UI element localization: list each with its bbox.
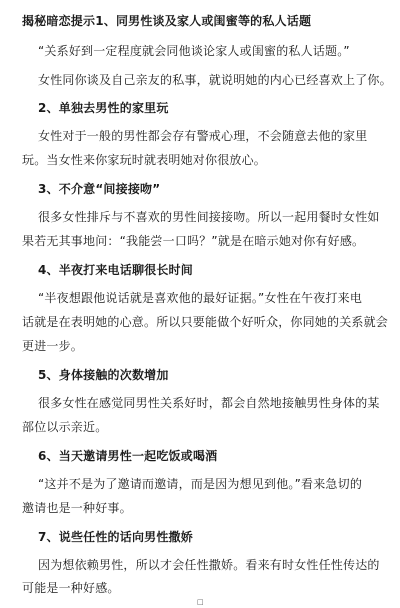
paragraph-line: 很多女性在感觉同男性关系好时，都会自然地接触男性身体的某 [38, 396, 380, 410]
paragraph-line: 邀请也是一种好事。 [22, 501, 132, 515]
section-heading: 4、半夜打来电话聊很长时间 [38, 263, 193, 277]
paragraph-line: “半夜想跟他说话就是喜欢他的最好证据。”女性在午夜打来电 [38, 291, 363, 305]
paragraph-line: 玩。当女性来你家玩时就表明她对你很放心。 [22, 153, 267, 167]
paragraph-line: 女性对于一般的男性都会存有警戒心理，不会随意去他的家里 [38, 129, 368, 143]
paragraph-line: 果若无其事地问：“我能尝一口吗？”就是在暗示她对你有好感。 [22, 234, 365, 248]
section-heading: 6、当天邀请男性一起吃饭或喝酒 [38, 449, 218, 463]
paragraph-line: 因为想依赖男性，所以才会任性撒娇。看来有时女性任性传达的 [38, 558, 380, 572]
paragraph-line: “这并不是为了邀请而邀请，而是因为想见到他。”看来急切的 [38, 477, 363, 491]
page-marker-icon: □ [197, 598, 204, 606]
paragraph-line: 更进一步。 [22, 339, 84, 353]
section-heading: 5、身体接触的次数增加 [38, 368, 169, 382]
paragraph-line: 可能是一种好感。 [22, 581, 120, 595]
section-heading: 3、不介意“间接接吻” [38, 182, 161, 196]
paragraph-line: “关系好到一定程度就会同他谈论家人或闺蜜的私人话题。” [38, 44, 350, 58]
section-heading: 7、说些任性的话向男性撒娇 [38, 530, 193, 544]
paragraph-line: 话就是在表明她的心意。所以只要能做个好听众，你同她的关系就会 [22, 315, 389, 329]
section-heading: 2、单独去男性的家里玩 [38, 101, 169, 115]
paragraph-line: 很多女性排斥与不喜欢的男性间接接吻。所以一起用餐时女性如 [38, 210, 380, 224]
paragraph-line: 女性同你谈及自己亲友的私事，就说明她的内心已经喜欢上了你。 [38, 73, 392, 87]
document-title: 揭秘暗恋提示1、同男性谈及家人或闺蜜等的私人话题 [22, 14, 312, 28]
paragraph-line: 部位以示亲近。 [22, 420, 108, 434]
